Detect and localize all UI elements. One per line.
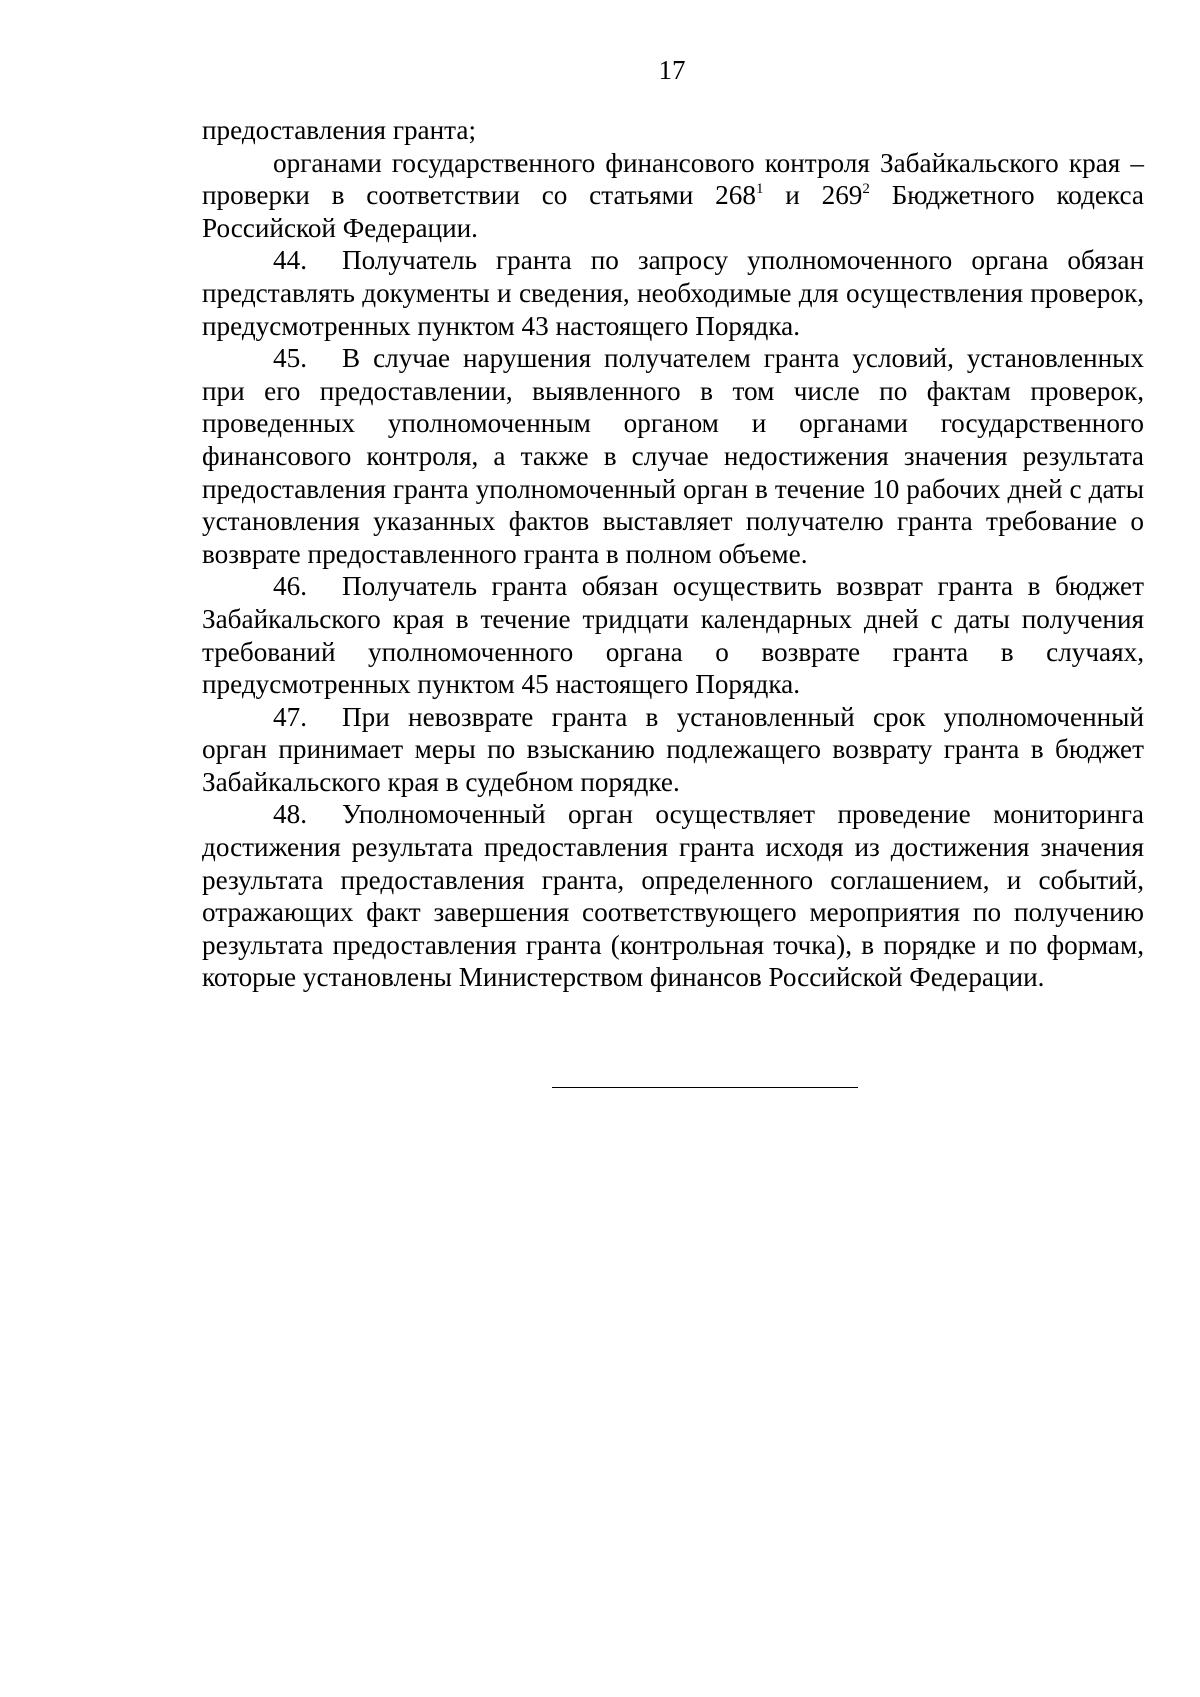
paragraph-number: 45. [273,343,307,374]
document-body [202,114,1144,994]
superscript-2: 2 [862,181,870,198]
paragraph-text: Получатель гранта обязан осуществить возврат гранта в бюджет Забайкальского края в течение тридцати календарных дней с даты получения требований уполномоченного органа о возврате гранта в случаях, предусмотренных пунктом 45 настоящего Порядка. [202,571,1144,700]
paragraph-state-financial-control [202,147,1144,245]
paragraph-number: 48. [273,799,307,830]
paragraph-text: и 269 [763,180,863,211]
paragraph-46 [202,570,1144,700]
paragraph-text: предоставления гранта; [202,115,477,145]
paragraph-text: При невозврате гранта в установленный срок уполномоченный орган принимает меры по взысканию подлежащего возврату гранта в бюджет Забайкальского края в судебном порядке. [202,701,1144,797]
paragraph-continuation [202,114,1144,147]
paragraph-45 [202,342,1144,570]
paragraph-number: 46. [273,571,307,602]
paragraph-number: 44. [273,245,307,276]
paragraph-text: Получатель гранта по запросу уполномоченного органа обязан представлять документы и сведения, необходимые для осуществления проверок, предусмотренных пунктом 43 настоящего Порядка. [202,245,1144,341]
paragraph-text: Бюджетного кодекса Российской Федерации. [202,180,1144,243]
paragraph-44 [202,244,1144,342]
end-divider-line [552,1087,858,1088]
paragraph-text: В случае нарушения получателем гранта условий, установленных при его предоставлении, выявленного в том числе по фактам проверок, проведенных уполномоченным органом и органами государственного финансового контроля, а также в случае недостижения значения результата предоставления гранта уполномоченный орган в течение 10 рабочих дней с даты установления указанных фактов выставляет получателю гранта требование о возврате предоставленного гранта в полном объеме. [202,343,1144,569]
superscript-1: 1 [755,181,764,198]
paragraph-text: Уполномоченный орган осуществляет проведение мониторинга достижения результата предоставления гранта исходя из достижения значения результата предоставления гранта, определенного соглашением, и событий, отражающих факт завершения соответствующего мероприятия по получению результата предоставления гранта (контрольная точка), в порядке и по формам, которые установлены Министерством финансов Российской Федерации. [202,799,1144,993]
page-number: 17 [658,55,686,85]
paragraph-number: 47. [273,701,307,732]
paragraph-text: органами государственного финансового контроля Забайкальского края – проверки в соответствии со статьями 268 [202,147,1144,211]
paragraph-48 [202,798,1144,994]
paragraph-47 [202,701,1144,799]
